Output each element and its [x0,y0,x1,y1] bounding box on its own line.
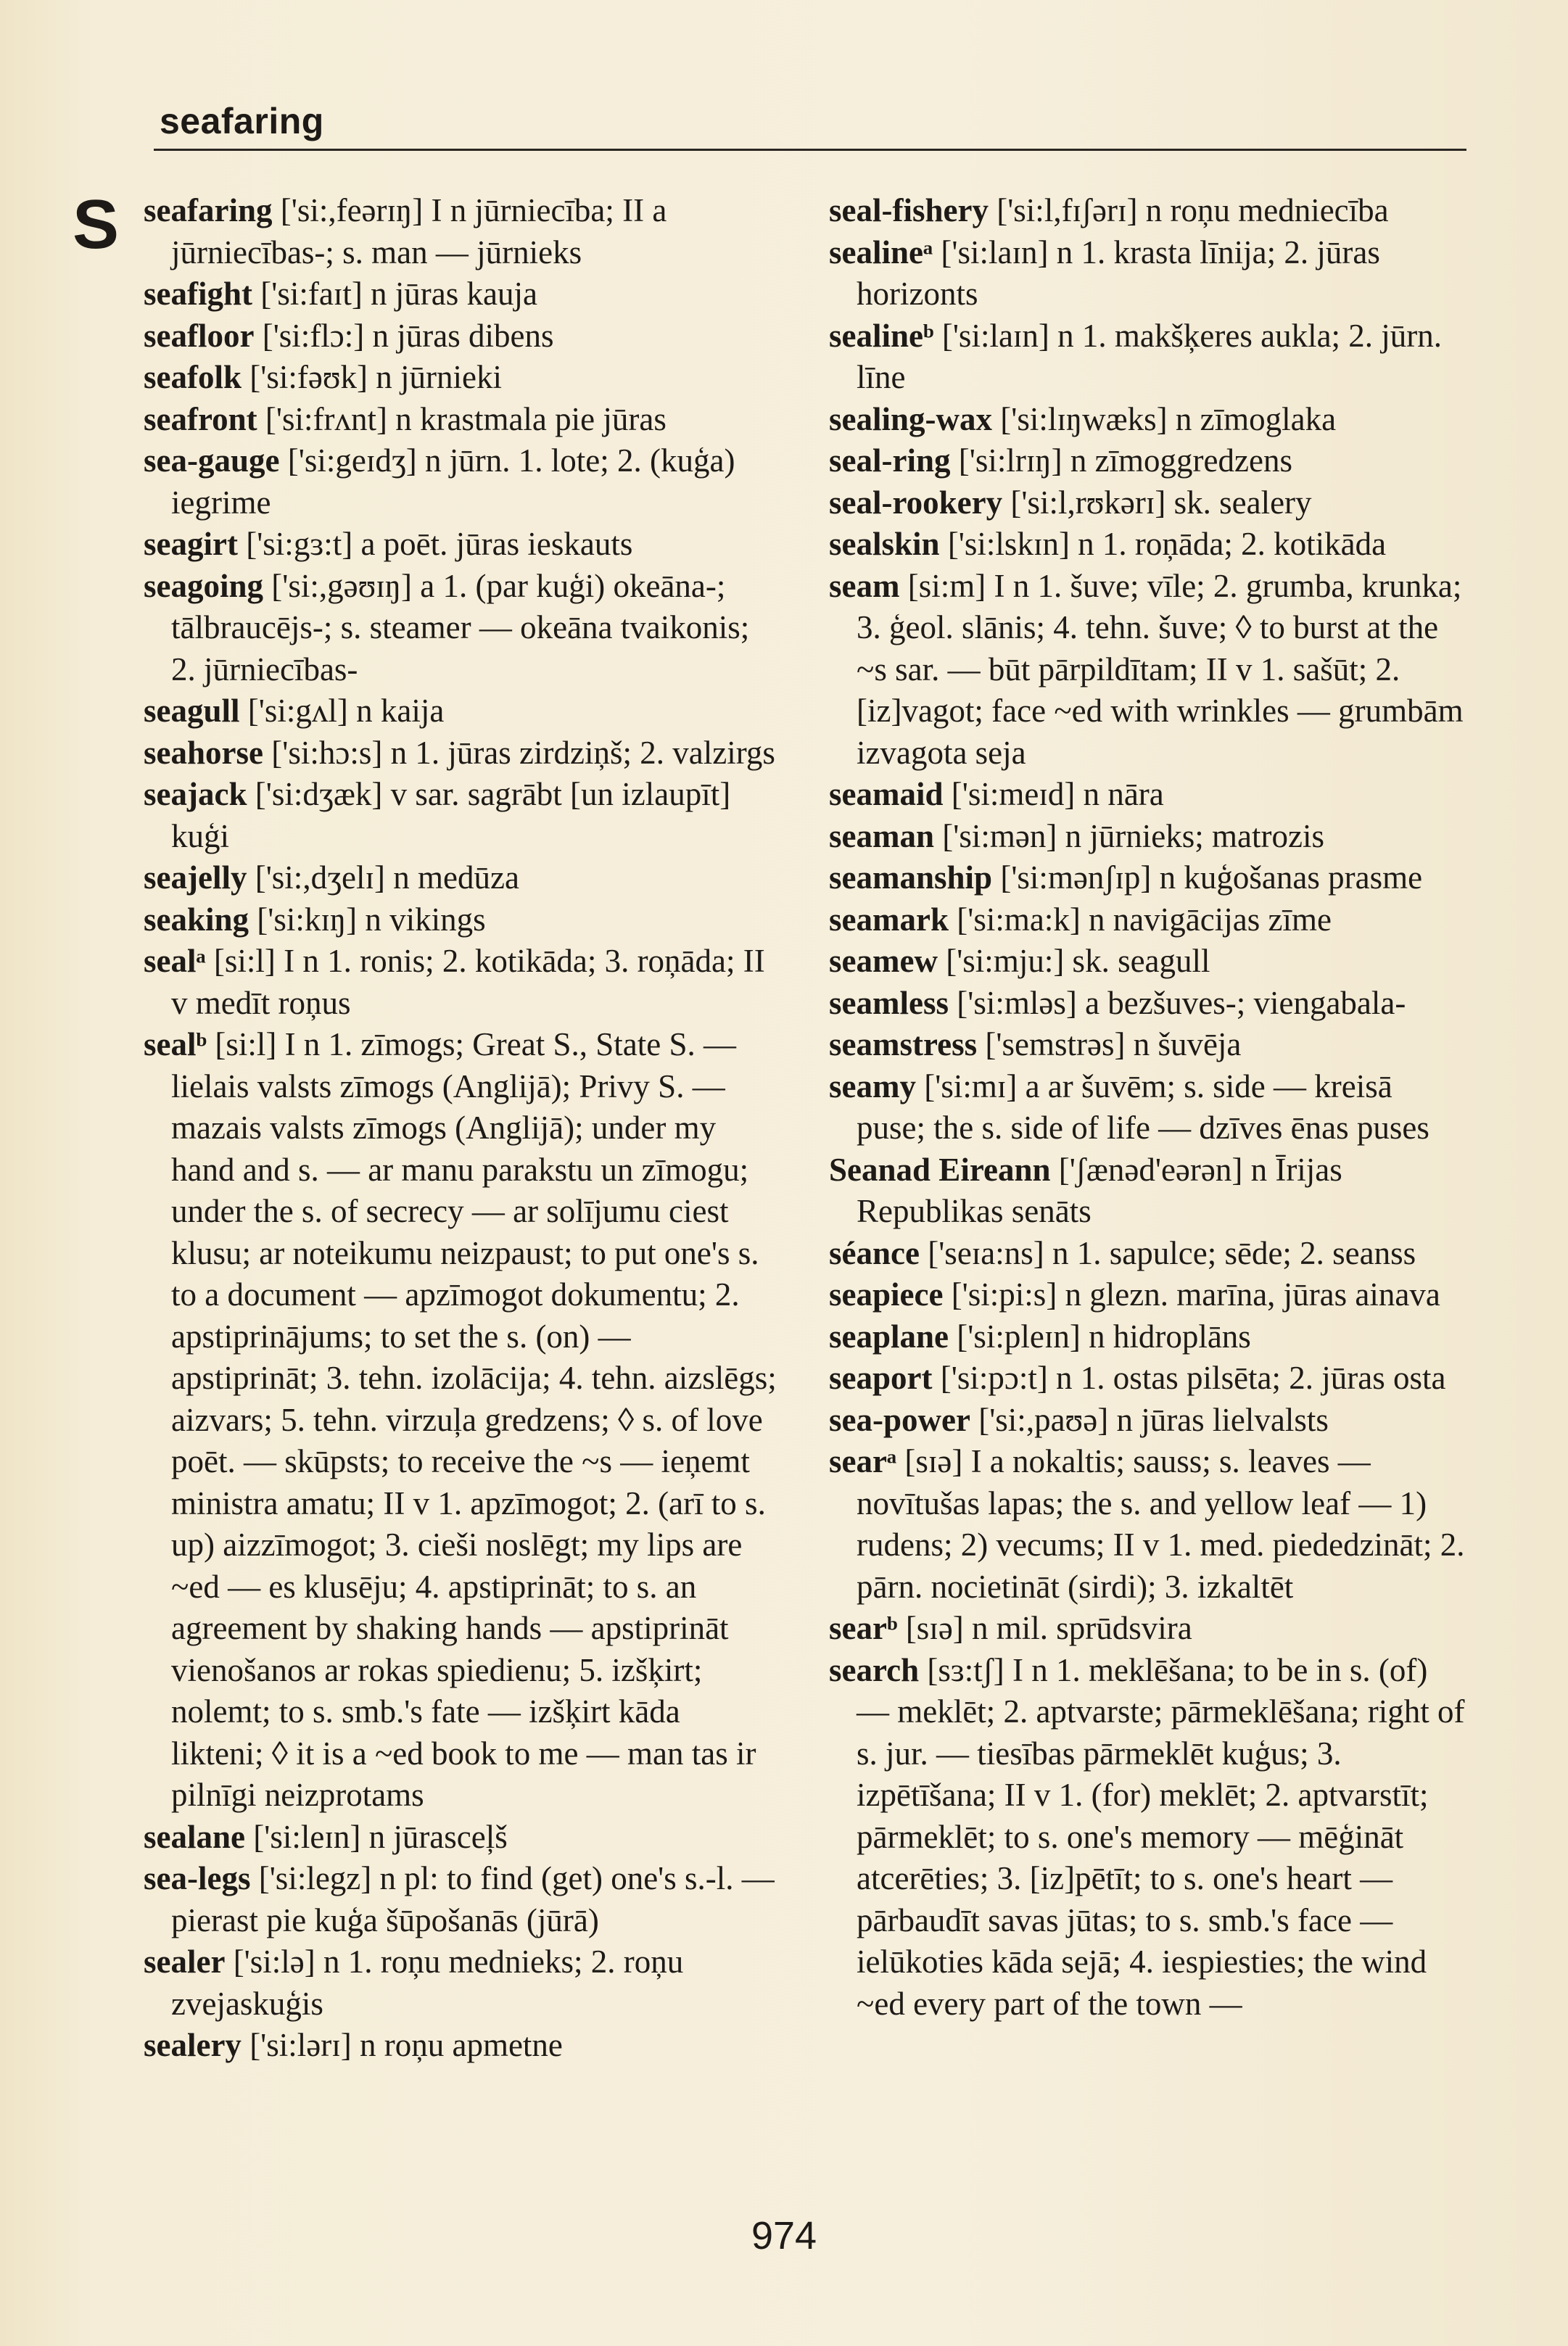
dictionary-entry [144,524,778,566]
entry-body: ['si:l,fɪʃərɪ] n roņu medniecība [988,192,1389,228]
entry-body: ['si:geɪdʒ] n jūrn. 1. lote; 2. (kuģa) iegrime [171,442,735,521]
entry-body: ['si:lrɪŋ] n zīmoggredzens [950,442,1292,479]
dictionary-entry [829,482,1467,524]
dictionary-entry [829,1441,1467,1608]
running-head: seafaring [160,101,324,141]
entry-body: ['ʃænəd'eərən] n Īrijas Republikas senāts [857,1151,1342,1229]
headword: seagirt [144,526,238,562]
headword: seagull [144,693,240,729]
entry-body: ['si:,dʒelɪ] n medūza [247,859,519,896]
dictionary-entry [144,732,778,775]
dictionary-entry [144,315,778,358]
entry-body: ['si:laɪn] n 1. krasta līnija; 2. jūras horizonts [857,234,1380,312]
entry-body: ['si:legz] n pl: to find (get) one's s.-l. — pierast pie kuģa šūpošanās (jūrā) [171,1860,775,1938]
headword: seaking [144,901,249,938]
entry-body: ['si:faɪt] n jūras kauja [252,276,537,312]
entry-body: ['si:flɔ:] n jūras dibens [254,317,554,354]
entry-body: ['si:lskɪn] n 1. roņāda; 2. kotikāda [939,526,1387,562]
dictionary-entry [829,774,1467,816]
dictionary-entry [144,1024,778,1817]
entry-body: ['si:mləs] a bezšuves-; viengabala- [948,984,1406,1021]
entry-body: ['seɪa:ns] n 1. sapulce; sēde; 2. seanss [919,1234,1416,1271]
headword: seamanship [829,859,993,896]
dictionary-entry [829,857,1467,899]
dictionary-entry [144,690,778,732]
headword: sealery [144,2027,242,2063]
entry-body: [si:l] I n 1. zīmogs; Great S., State S. — lielais valsts zīmogs (Anglijā); Privy S. — mazais valsts zīmogs (Anglijā); under my hand and s. — ar manu parakstu un zīmogu; under the s. of secrecy — ar solījumu ciest klusu; ar noteikumu neizpaust; to put one's s. to a document — apzīmogot dokumentu; 2. apstiprinājums; to set the s. (on) — apstiprināt; 3. tehn. izolācija; 4. tehn. aizslēgs; aizvars; 5. tehn. virzuļa gredzens; ◊ s. of love poēt. — skūpsts; to receive the ~s — ieņemt ministra amatu; II v 1. apzīmogot; 2. (arī to s. up) aizzīmogot; 3. cieši noslēgt; my lips are ~ed — es klusēju; 4. apstiprināt; to s. an agreement by shaking hands — apstiprināt vienošanos ar rokas spiedienu; 5. izšķirt; nolemt; to s. smb.'s fate — izšķirt kāda likteni; ◊ it is a ~ed book to me — man tas ir pilnīgi neizprotams [171,1026,777,1813]
entry-body: ['si:leɪn] n jūrasceļš [245,1818,508,1855]
entry-body: ['si:,gəʊɪŋ] a 1. (par kuģi) okeāna-; tālbraucējs-; s. steamer — okeāna tvaikonis; 2. jūrniecības- [171,567,750,687]
headword: seajack [144,776,247,812]
dictionary-entry [144,899,778,941]
dictionary-entry [829,399,1467,441]
dictionary-entry [829,1650,1467,2025]
page-number: 974 [751,2214,817,2258]
headword: seafight [144,276,252,312]
dictionary-entry [829,1400,1467,1442]
dictionary-entry [829,1358,1467,1400]
dictionary-entry [829,816,1467,858]
headword: seafront [144,400,257,437]
entry-body: ['si:,paʊə] n jūras lielvalsts [970,1401,1329,1438]
dictionary-entry [144,1817,778,1859]
dictionary-entry [144,440,778,524]
entry-body: ['si:meɪd] n nāra [943,776,1164,812]
headword: sealer [144,1944,226,1980]
headword: sealineᵇ [829,317,934,354]
entry-body: ['si:fəʊk] n jūrnieki [242,359,502,395]
entry-body: ['si:lɪŋwæks] n zīmoglaka [992,400,1337,437]
headword: seagoing [144,567,264,604]
dictionary-entry [144,190,778,273]
entry-body: ['semstrəs] n šuvēja [977,1026,1242,1062]
entry-body: ['si:mənʃɪp] n kuģošanas prasme [992,859,1423,896]
headword: sealane [144,1818,245,1855]
entry-body: ['si:mən] n jūrnieks; matrozis [934,817,1325,854]
headword: seamew [829,943,938,979]
headword: seamaid [829,776,944,812]
headword: seaplane [829,1318,949,1355]
headword: sealing-wax [829,400,992,437]
entry-body: ['si:,feərɪŋ] I n jūrniecība; II a jūrniecības-; s. man — jūrnieks [171,192,667,270]
dictionary-entry [144,566,778,691]
dictionary-entry [144,857,778,899]
dictionary-entry [829,1316,1467,1358]
headword: seafaring [144,192,273,228]
header-rule [154,149,1466,151]
entry-body: ['si:hɔ:s] n 1. jūras zirdziņš; 2. valzirgs [263,734,775,771]
dictionary-entry [144,1858,778,1941]
dictionary-entry [144,273,778,315]
dictionary-entry [829,941,1467,983]
headword: seafolk [144,359,242,395]
headword: seamstress [829,1026,978,1062]
headword: sealskin [829,526,940,562]
headword: seafloor [144,317,255,354]
entry-body: ['si:gɜ:t] a poēt. jūras ieskauts [237,526,633,562]
headword: seamark [829,901,949,938]
dictionary-entry [829,1066,1467,1149]
headword: seam [829,567,900,604]
headword: sealineᵃ [829,234,933,270]
dictionary-entry [829,899,1467,941]
headword: seamy [829,1067,916,1104]
dictionary-entry [144,399,778,441]
dictionary-entry [829,566,1467,775]
dictionary-entry [144,357,778,399]
entry-body: ['si:gʌl] n kaija [239,693,445,729]
dictionary-entry [829,524,1467,566]
headword: sea-power [829,1401,970,1438]
dictionary-entry [829,440,1467,482]
headword: seal-fishery [829,192,989,228]
headword: seahorse [144,734,263,771]
headword: sealᵃ [144,943,206,979]
headword: seaman [829,817,934,854]
dictionary-entry [829,190,1467,232]
entry-body: ['si:dʒæk] v sar. sagrābt [un izlaupīt] kuģi [171,776,731,854]
left-column [144,190,778,2067]
dictionary-entry [144,1941,778,2025]
headword: Seanad Eireann [829,1151,1051,1188]
headword: searᵇ [829,1610,898,1646]
headword: seal-rookery [829,484,1003,521]
entry-body: ['si:ma:k] n navigācijas zīme [948,901,1332,938]
headword: search [829,1651,920,1688]
dictionary-entry [829,1024,1467,1066]
section-letter: S [73,186,120,263]
dictionary-entry [144,2025,778,2067]
entry-body: [si:l] I n 1. ronis; 2. kotikāda; 3. roņāda; II v medīt roņus [171,943,765,1021]
dictionary-entry [144,941,778,1024]
headword: sea-legs [144,1860,251,1896]
entry-body: [si:m] I n 1. šuve; vīle; 2. grumba, krunka; 3. ģeol. slānis; 4. tehn. šuve; ◊ to burst at the ~s sar. — būt pārpildītam; II v 1. sašūt; 2. [iz]vagot; face ~ed with wrinkles — grumbām izvagota seja [857,567,1464,771]
entry-body: ['si:lə] n 1. roņu mednieks; 2. roņu zvejaskuģis [171,1944,684,2022]
dictionary-entry [829,983,1467,1025]
entry-body: ['si:kɪŋ] n vikings [249,901,486,938]
dictionary-entry [829,232,1467,315]
headword: seapiece [829,1276,944,1313]
entry-body: ['si:pleɪn] n hidroplāns [949,1318,1251,1355]
dictionary-entry [829,1149,1467,1233]
headword: seal-ring [829,442,951,479]
entry-body: [sɪə] n mil. sprūdsvira [897,1610,1192,1646]
dictionary-entry [144,774,778,857]
dictionary-entry [829,315,1467,399]
headword: sea-gauge [144,442,280,479]
entry-body: ['si:pi:s] n glezn. marīna, jūras ainava [943,1276,1440,1313]
entry-body: ['si:laɪn] n 1. makšķeres aukla; 2. jūrn. līne [857,317,1443,395]
headword: searᵃ [829,1443,897,1479]
headword: seamless [829,984,949,1021]
headword: seaport [829,1360,933,1396]
entry-body: ['si:pɔ:t] n 1. ostas pilsēta; 2. jūras osta [932,1360,1446,1396]
entry-body: ['si:lərɪ] n roņu apmetne [241,2027,563,2063]
entry-body: ['si:frʌnt] n krastmala pie jūras [257,400,667,437]
entry-body: ['si:mju:] sk. seagull [937,943,1210,979]
dictionary-entry [829,1608,1467,1650]
dictionary-entry [829,1233,1467,1275]
right-column [829,190,1467,2025]
entry-body: [sɪə] I a nokaltis; sauss; s. leaves — novītušas lapas; the s. and yellow leaf — 1) rudens; 2) vecums; II v 1. med. piededzināt; 2. pārn. nocietināt (sirdi); 3. izkaltēt [857,1443,1465,1605]
headword: sealᵇ [144,1026,207,1062]
dictionary-entry [829,1274,1467,1316]
headword: séance [829,1234,920,1271]
headword: seajelly [144,859,247,896]
entry-body: [sɜ:tʃ] I n 1. meklēšana; to be in s. (of) — meklēt; 2. aptvarste; pārmeklēšana; right of s. jur. — tiesības pārmeklēt kuģus; 3. izpētīšana; II v 1. (for) meklēt; 2. aptvarstīt; pārmeklēt; to s. one's memory — mēģināt atcerēties; 3. [iz]pētīt; to s. one's heart — pārbaudīt savas jūtas; to s. smb.'s face — ielūkoties kāda sejā; 4. iespiesties; the wind ~ed every part of the town — [857,1651,1465,2022]
entry-body: ['si:mɪ] a ar šuvēm; s. side — kreisā puse; the s. side of life — dzīves ēnas puses [857,1067,1429,1146]
entry-body: ['si:l,rʊkərɪ] sk. sealery [1002,484,1312,521]
